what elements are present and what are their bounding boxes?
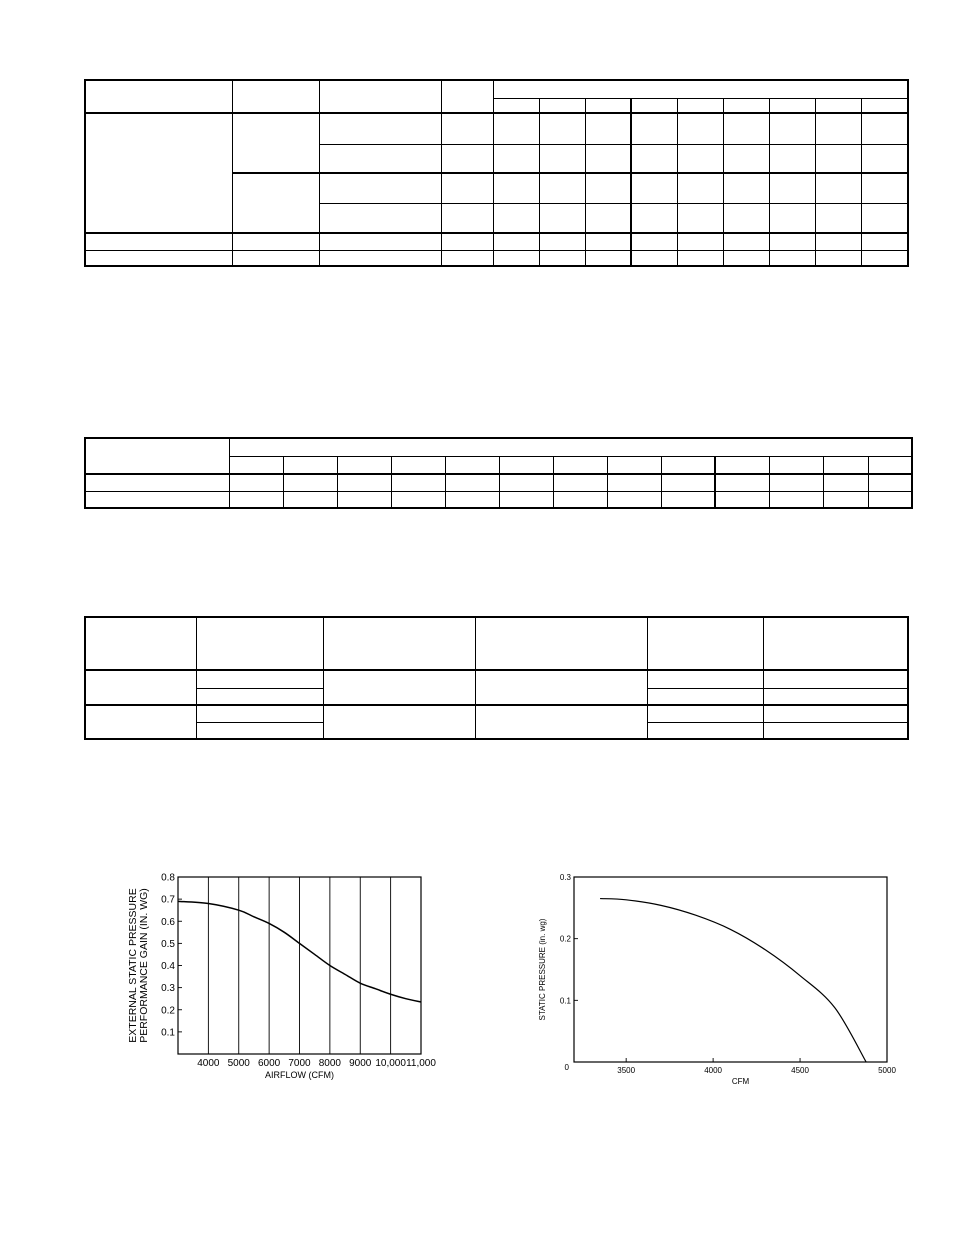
x-tick-label: 4000 bbox=[197, 1058, 220, 1069]
table-row bbox=[85, 233, 908, 250]
table-3 bbox=[84, 616, 909, 740]
y-tick-label: 0.7 bbox=[161, 894, 175, 906]
table-row bbox=[85, 438, 912, 457]
y-axis-label-line-1: EXTERNAL STATIC PRESSURE bbox=[127, 888, 139, 1043]
x-tick-label: 5000 bbox=[878, 1066, 896, 1075]
y-tick-label: 0.8 bbox=[161, 872, 175, 884]
y-axis-label-line-2: PERFORMANCE GAIN (IN. WG) bbox=[138, 888, 150, 1043]
x-tick-label: 11,000 bbox=[406, 1058, 436, 1069]
x-axis-label: CFM bbox=[731, 1077, 750, 1086]
x-tick-label: 5000 bbox=[227, 1058, 250, 1069]
x-axis-label: AIRFLOW (CFM) bbox=[265, 1070, 334, 1080]
x-tick-label: 3500 bbox=[617, 1066, 636, 1075]
x-tick-label: 8000 bbox=[318, 1058, 341, 1069]
y-tick-label: 0.5 bbox=[161, 938, 175, 950]
table-row bbox=[85, 250, 908, 266]
table-2 bbox=[84, 437, 913, 509]
y-tick-label: 0.2 bbox=[559, 934, 571, 944]
x-tick-label: 6000 bbox=[258, 1058, 281, 1069]
table-row bbox=[85, 80, 908, 98]
table-row bbox=[85, 705, 908, 722]
x-tick-label: 4500 bbox=[791, 1066, 809, 1075]
series-line bbox=[600, 899, 866, 1062]
table-row bbox=[85, 617, 908, 670]
plot-frame bbox=[574, 877, 887, 1062]
y-tick-label: 0.4 bbox=[161, 961, 175, 972]
y-tick-label: 0.3 bbox=[161, 983, 175, 995]
x-tick-label: 10,000 bbox=[375, 1058, 406, 1069]
y-tick-label: 0.2 bbox=[161, 1005, 175, 1017]
y-tick-label: 0.6 bbox=[161, 916, 175, 928]
x-tick-label: 9000 bbox=[349, 1058, 372, 1069]
y-axis-label: STATIC PRESSURE (in. wg) bbox=[538, 918, 547, 1021]
table-row bbox=[85, 474, 912, 492]
y-tick-label: 0.3 bbox=[559, 873, 571, 882]
y-tick-label: 0.1 bbox=[559, 996, 571, 1006]
x-tick-label: 4000 bbox=[704, 1066, 723, 1075]
table-1 bbox=[84, 79, 909, 267]
x-tick-label: 7000 bbox=[288, 1058, 311, 1069]
static-pressure-gain-chart bbox=[110, 860, 455, 1085]
table-row bbox=[85, 113, 908, 144]
table-row bbox=[85, 492, 912, 508]
table-row bbox=[85, 670, 908, 688]
static-pressure-cfm-chart bbox=[520, 860, 920, 1100]
origin-label: 0 bbox=[564, 1063, 569, 1072]
y-tick-label: 0.1 bbox=[161, 1027, 175, 1039]
